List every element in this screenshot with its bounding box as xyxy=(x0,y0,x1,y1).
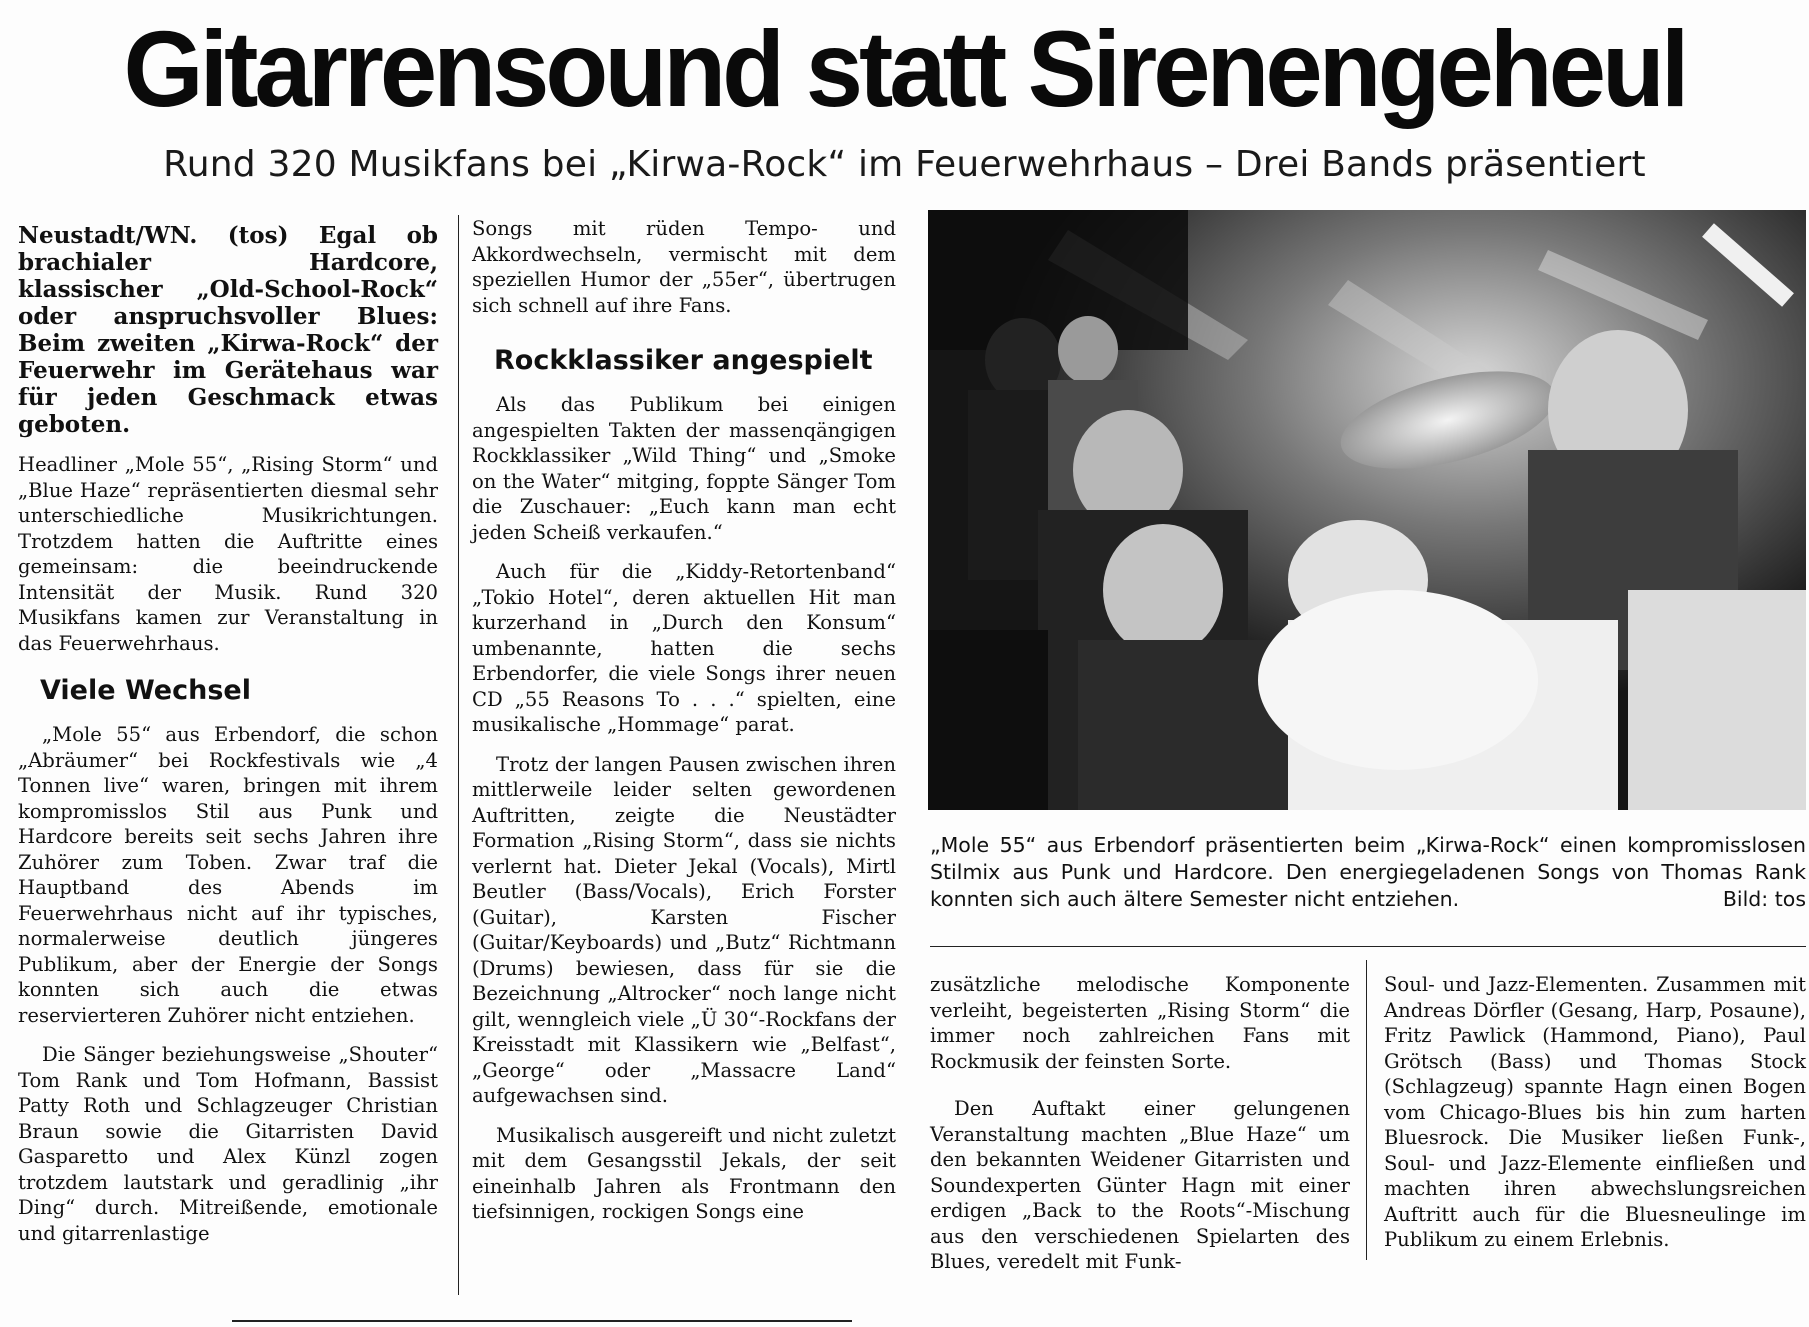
photo-caption xyxy=(930,832,1806,913)
photo-credit: Bild: tos xyxy=(1722,887,1806,911)
lead-paragraph: Neustadt/WN. (tos) Egal ob brachialer Hardcore, klassischer „Old-School-Rock“ oder anspruchsvoller Blues: Beim zweiten „Kirwa-Rock“ der Feuerwehr im Gerätehaus war für jeden Geschmack etwas geboten. xyxy=(18,222,438,438)
section-heading: Rockklassiker angespielt xyxy=(494,345,873,376)
column-divider xyxy=(1366,960,1367,1260)
article-headline: Gitarrensound statt Sirenengeheul xyxy=(123,8,1686,129)
paragraph: Musikalisch ausgereift und nicht zuletzt mit dem Gesangsstil Jekals, der seit eineinhalb Jahren als Frontmann den tiefsinnigen, rockigen Songs eine xyxy=(472,1123,896,1223)
article-column-1 xyxy=(18,222,438,1260)
paragraph: „Mole 55“ aus Erbendorf, die schon „Abräumer“ bei Rockfestivals wie „4 Tonnen live“ waren, bringen mit ihrem kompromisslos Stil aus Punk und Hardcore bereits seit sechs Jahren ihre Zuhörer zum Toben. Zwar traf die Hauptband des Abends im Feuerwehrhaus nicht auf ihr typisches, normalerweise deutlich jüngeres Publikum, aber der Energie der Songs konnten sich auch die etwas reservierteren Zuhörer nicht entziehen. xyxy=(18,723,438,1027)
paragraph: Den Auftakt einer gelungenen Veranstaltung machten „Blue Haze“ um den bekannten Weidener Gitarristen und Soundexperten Günter Hagn mit einer erdigen „Back to the Roots“-Mischung aus den verschiedenen Spielarten des Blues, veredelt mit Funk- xyxy=(930,1097,1350,1273)
article-subheadline: Rund 320 Musikfans bei „Kirwa-Rock“ im Feuerwehrhaus – Drei Bands präsentiert xyxy=(163,144,1646,185)
paragraph: Soul- und Jazz-Elementen. Zusammen mit Andreas Dörfler (Gesang, Harp, Posaune), Fritz Pawlick (Hammond, Piano), Paul Grötsch (Bass) und Thomas Stock (Schlagzeug) spannte Hagn einen Bogen vom Chicago-Blues bis hin zum harten Bluesrock. Die Musiker ließen Funk-, Soul- und Jazz-Elemente einfließen und machten ihren abwechslungsreichen Auftritt auch für die Bluesneulinge im Publikum zu einem Erlebnis. xyxy=(1384,973,1806,1251)
section-heading: Viele Wechsel xyxy=(40,675,251,706)
article-column-2 xyxy=(472,216,896,1239)
concert-photo-image xyxy=(928,210,1806,810)
paragraph: Auch für die „Kiddy-Retortenband“ „Tokio Hotel“, deren aktuellen Hit man kurzerhand in „Durch den Konsum“ umbenannte, hatten die sechs Erbendorfer, die viele Songs ihrer neuen CD „55 Reasons To . . .“ spielten, eine musikalische „Hommage“ parat. xyxy=(472,560,896,736)
paragraph: Headliner „Mole 55“, „Rising Storm“ und „Blue Haze“ repräsentierten diesmal sehr unterschiedliche Musikrichtungen. Trotzdem hatten die Auftritte eines gemeinsam: die beeindruckende Intensität der Musik. Rund 320 Musikfans kamen zur Veranstaltung in das Feuerwehrhaus. xyxy=(18,453,438,655)
paragraph: Als das Publikum bei einigen angespielten Takten der massenqängigen Rockklassiker „Wild Thing“ und „Smoke on the Water“ mitging, foppte Sänger Tom die Zuschauer: „Euch kann man echt jeden Scheiß verkaufen.“ xyxy=(472,393,896,544)
article-column-3 xyxy=(930,972,1350,1289)
paragraph: Die Sänger beziehungsweise „Shouter“ Tom Rank und Tom Hofmann, Bassist Patty Roth und Schlagzeuger Christian Braun sowie die Gitarristen David Gasparetto und Alex Künzl zogen trotzdem lautstark und geradlinig „ihr Ding“ durch. Mitreißende, emotionale und gitarrenlastige xyxy=(18,1043,438,1245)
paragraph: Songs mit rüden Tempo- und Akkordwechseln, vermischt mit dem speziellen Humor der „55er“, übertrugen sich schnell auf ihre Fans. xyxy=(472,217,896,317)
paragraph: zusätzliche melodische Komponente verleiht, begeisterten „Rising Storm“ die immer noch zahlreichen Fans mit Rockmusik der feinsten Sorte. xyxy=(930,973,1350,1073)
article-column-4 xyxy=(1384,972,1806,1267)
caption-text: „Mole 55“ aus Erbendorf präsentierten beim „Kirwa-Rock“ einen kompromisslosen Stilmix aus Punk und Hardcore. Den energiegeladenen Songs von Thomas Rank konnten sich auch ältere Semester nicht entziehen. xyxy=(930,833,1806,911)
paragraph: Trotz der langen Pausen zwischen ihren mittlerweile leider selten gewordenen Auftritten, zeigte die Neustädter Formation „Rising Storm“, dass sie nichts verlernt hat. Dieter Jekal (Vocals), Mirtl Beutler (Bass/Vocals), Erich Forster (Guitar), Karsten Fischer (Guitar/Keyboards) und „Butz“ Richtmann (Drums) bewiesen, dass für sie die Bezeichnung „Altrocker“ noch lange nicht gilt, wenngleich viele „Ü 30“-Rockfans der Kreisstadt mit Klassikern wie „Belfast“, „George“ oder „Massacre Land“ aufgewachsen sind. xyxy=(472,752,896,1107)
bottom-rule xyxy=(232,1320,852,1322)
concert-photo xyxy=(928,210,1806,810)
column-divider xyxy=(458,215,459,1295)
caption-separator xyxy=(930,946,1806,947)
